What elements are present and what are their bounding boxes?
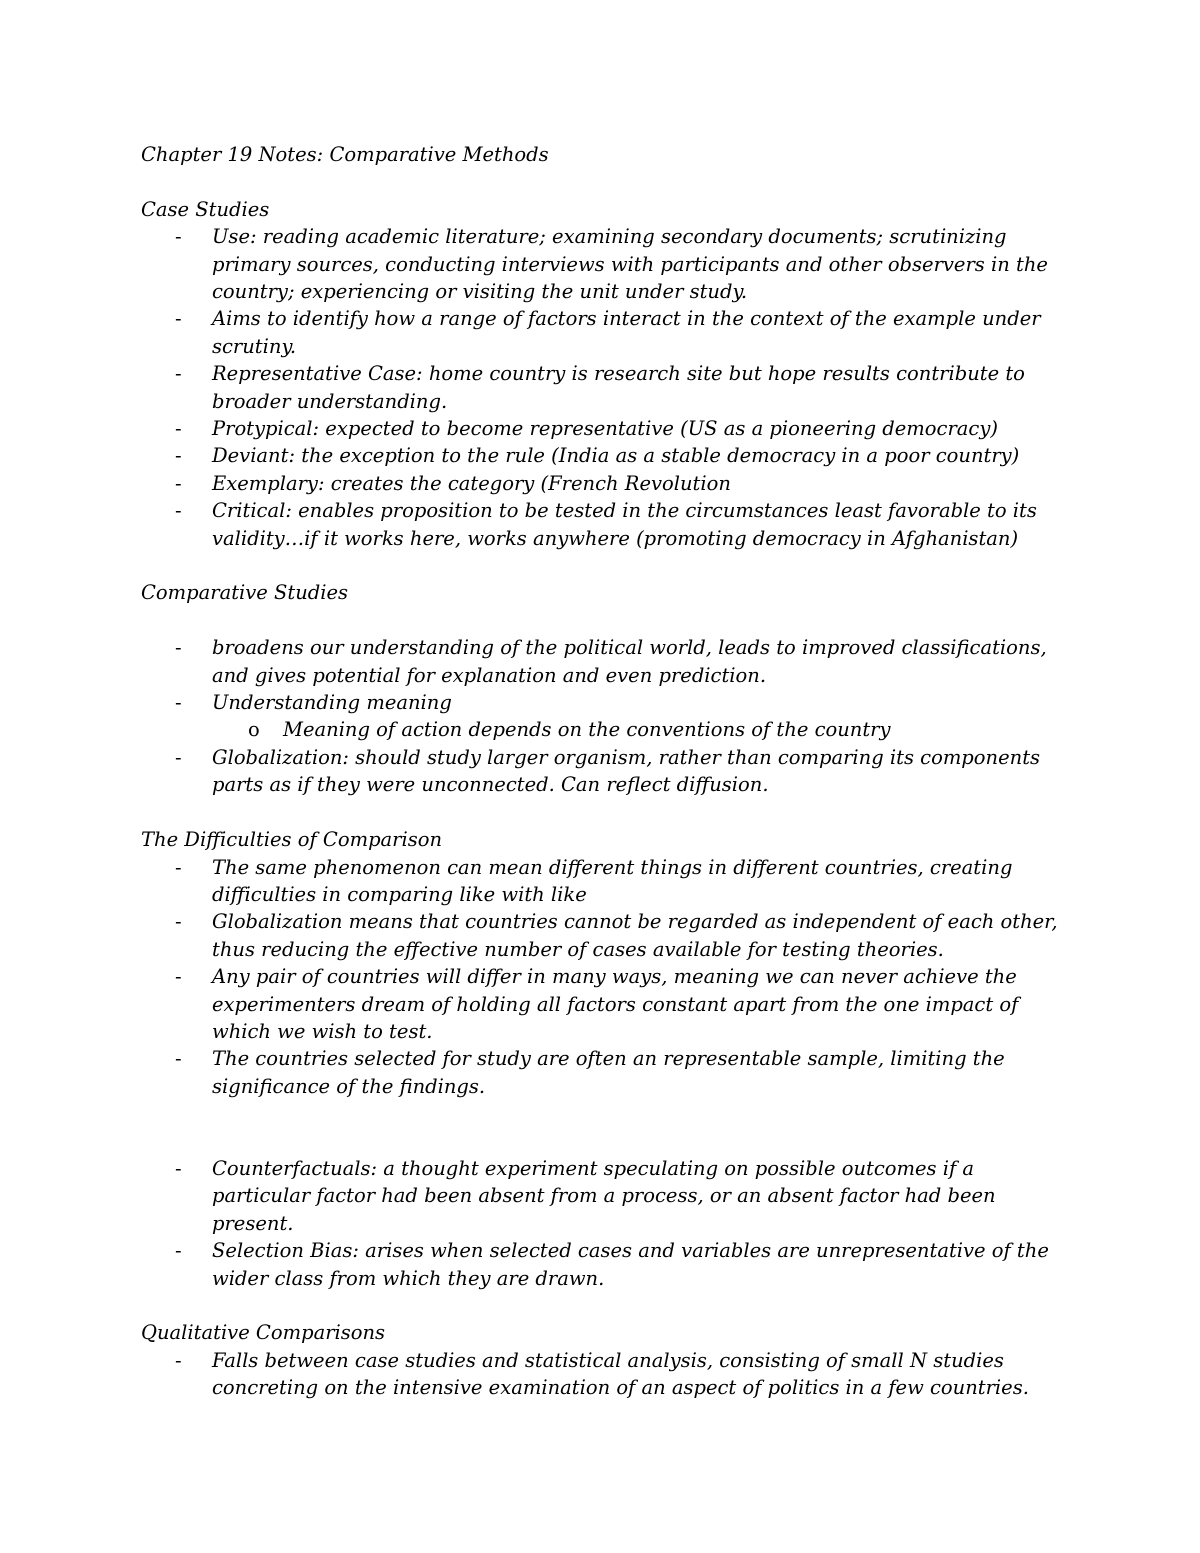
difficulties-list-continued xyxy=(141,1155,1061,1292)
difficulties-list xyxy=(141,854,1061,1101)
list-item xyxy=(141,470,1061,497)
list-item-line: concreting on the intensive examination of an aspect of politics in a few countries. xyxy=(212,1376,1029,1400)
list-item-line: Critical: enables proposition to be tested in the circumstances least favorable to its xyxy=(212,499,1037,523)
bullet-dash: - xyxy=(175,499,182,523)
section-heading-difficulties: The Difficulties of Comparison xyxy=(141,828,443,852)
bullet-dash: - xyxy=(175,362,182,386)
bullet-dash: - xyxy=(175,745,182,769)
list-item-line: scrutiny. xyxy=(212,334,297,358)
list-item-line: Globalization means that countries cannot be regarded as independent of each other, xyxy=(212,910,1058,934)
list-item-line: Globalization: should study larger organism, rather than comparing its components xyxy=(212,745,1041,769)
list-item xyxy=(141,360,1061,415)
list-item xyxy=(141,689,1061,744)
list-item-line: broader understanding. xyxy=(212,389,448,413)
sub-list-item xyxy=(212,716,1061,743)
list-item xyxy=(141,1155,1061,1237)
list-item-line: The countries selected for study are often an representable sample, limiting the xyxy=(212,1047,1005,1071)
spacer xyxy=(141,168,1061,195)
list-item-line: significance of the findings. xyxy=(212,1074,486,1098)
list-item xyxy=(141,744,1061,799)
sub-list xyxy=(212,716,1061,743)
list-item xyxy=(141,223,1061,305)
list-item-line: Selection Bias: arises when selected cases and variables are unrepresentative of the xyxy=(212,1239,1049,1263)
bullet-dash: - xyxy=(175,691,182,715)
list-item xyxy=(141,908,1061,963)
bullet-dash: - xyxy=(175,965,182,989)
spacer xyxy=(141,1292,1061,1319)
bullet-dash: - xyxy=(175,417,182,441)
list-item-line: parts as if they were unconnected. Can reflect diffusion. xyxy=(212,773,769,797)
section-heading-qualitative: Qualitative Comparisons xyxy=(141,1321,386,1345)
list-item xyxy=(141,963,1061,1045)
list-item-line: Deviant: the exception to the rule (India as a stable democracy in a poor country) xyxy=(212,444,1020,468)
comparative-studies-list xyxy=(141,634,1061,798)
list-item-line: country; experiencing or visiting the unit under study. xyxy=(212,280,748,304)
list-item-line: Understanding meaning xyxy=(212,691,452,715)
list-item-line: Falls between case studies and statistical analysis, consisting of small N studies xyxy=(212,1348,1004,1372)
list-item-line: and gives potential for explanation and even prediction. xyxy=(212,663,767,687)
list-item-line: wider class from which they are drawn. xyxy=(212,1266,605,1290)
bullet-circle: o xyxy=(248,718,260,742)
list-item-line: difficulties in comparing like with like xyxy=(212,882,587,906)
list-item-line: Aims to identify how a range of factors interact in the context of the example under xyxy=(212,307,1041,331)
list-item xyxy=(141,415,1061,442)
list-item xyxy=(141,442,1061,469)
list-item-line: The same phenomenon can mean different things in different countries, creating xyxy=(212,855,1013,879)
bullet-dash: - xyxy=(175,1047,182,1071)
spacer xyxy=(141,1100,1061,1127)
spacer xyxy=(141,552,1061,579)
list-item xyxy=(141,1237,1061,1292)
list-item-line: thus reducing the effective number of cases available for testing theories. xyxy=(212,937,944,961)
list-item-line: validity…if it works here, works anywhere (promoting democracy in Afghanistan) xyxy=(212,526,1019,550)
case-studies-list xyxy=(141,223,1061,552)
bullet-dash: - xyxy=(175,910,182,934)
list-item-line: Any pair of countries will differ in many ways, meaning we can never achieve the xyxy=(212,965,1017,989)
spacer xyxy=(141,799,1061,826)
list-item-line: Protypical: expected to become representative (US as a pioneering democracy) xyxy=(212,417,998,441)
bullet-dash: - xyxy=(175,471,182,495)
spacer xyxy=(141,1128,1061,1155)
bullet-dash: - xyxy=(175,1239,182,1263)
spacer xyxy=(141,607,1061,634)
bullet-dash: - xyxy=(175,1348,182,1372)
list-item-line: which we wish to test. xyxy=(212,1019,433,1043)
bullet-dash: - xyxy=(175,855,182,879)
bullet-dash: - xyxy=(175,307,182,331)
list-item-line: Counterfactuals: a thought experiment speculating on possible outcomes if a xyxy=(212,1156,975,1180)
list-item-line: present. xyxy=(212,1211,294,1235)
list-item xyxy=(141,1347,1061,1402)
bullet-dash: - xyxy=(175,1156,182,1180)
list-item-line: experimenters dream of holding all factors constant apart from the one impact of xyxy=(212,992,1019,1016)
document-title: Chapter 19 Notes: Comparative Methods xyxy=(141,143,549,166)
list-item-line: Exemplary: creates the category (French Revolution xyxy=(212,471,731,495)
list-item-line: Representative Case: home country is research site but hope results contribute to xyxy=(212,362,1025,386)
list-item-line: particular factor had been absent from a process, or an absent factor had been xyxy=(212,1184,996,1208)
list-item xyxy=(141,305,1061,360)
section-heading-comparative-studies: Comparative Studies xyxy=(141,581,349,605)
list-item xyxy=(141,854,1061,909)
bullet-dash: - xyxy=(175,444,182,468)
qualitative-list xyxy=(141,1347,1061,1402)
section-heading-case-studies: Case Studies xyxy=(141,197,270,221)
list-item xyxy=(141,1045,1061,1100)
list-item xyxy=(141,497,1061,552)
list-item-line: Use: reading academic literature; examining secondary documents; scrutinizing xyxy=(212,225,1007,249)
list-item-line: broadens our understanding of the political world, leads to improved classifications, xyxy=(212,636,1047,660)
bullet-dash: - xyxy=(175,636,182,660)
list-item-line: primary sources, conducting interviews with participants and other observers in the xyxy=(212,252,1048,276)
bullet-dash: - xyxy=(175,225,182,249)
document-page xyxy=(141,141,1061,1402)
list-item xyxy=(141,634,1061,689)
sub-list-item-line: Meaning of action depends on the conventions of the country xyxy=(283,718,891,742)
